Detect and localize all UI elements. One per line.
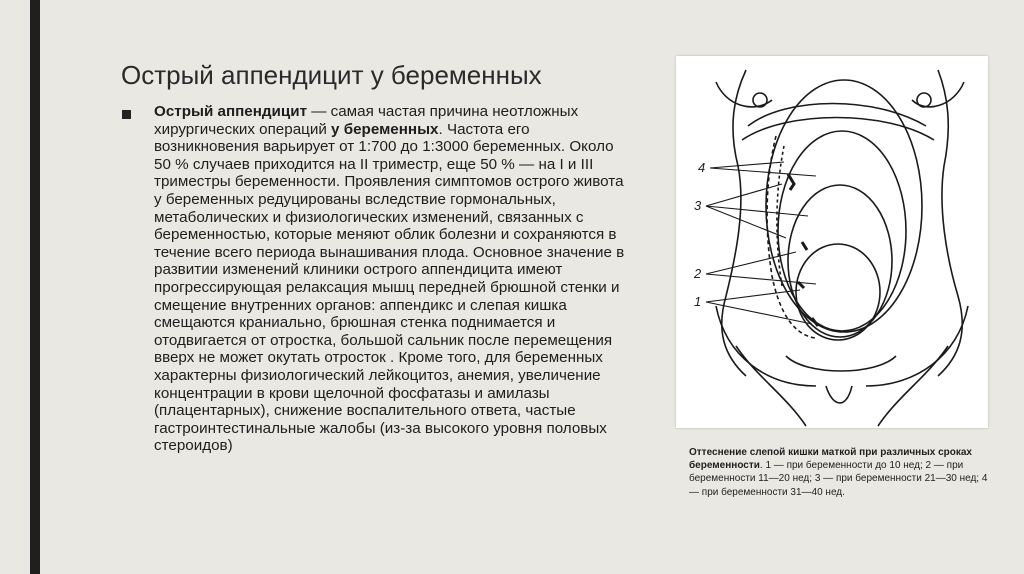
bullet-lead-bold: Острый аппендицит bbox=[154, 103, 308, 120]
anatomy-figure bbox=[676, 56, 988, 428]
bullet-square-icon bbox=[122, 110, 131, 119]
bullet-bold-phrase: у беременных bbox=[331, 120, 439, 138]
bullet-text-part2: . Частота его возникновения варьирует от 1:700 до 1:3000 беременных. Около 50 % случаев приходится на II триместр, еще 50 % — на I и III триместры беременности. Проявления симптомов острого живота у беременных редуцированы вследствие гормональных, метаболических и физиологических изменений, связанных с беременностью, которые меняют облик болезни и сохраняются в течение всего периода вынашивания плода. Основное значение в развитии изменений клиники острого аппендицита имеют прогрессирующая релаксация мышц передней брюшной стенки и смещение внутренних органов: аппендикс и слепая кишка смещаются краниально, брюшная стенка поднимается и отодвигается от отростка, большой сальник после перемещения вверх не может окутать отросток . Кроме того, для беременных характерны физиологический лейкоцитоз, анемия, увеличение концентрации в крови щелочной фосфатазы и амилазы (плацентарных), снижение воспалительного ответа, частые гастроинтестинальные жалобы (из-за высокого уровня половых стероидов) bbox=[154, 120, 625, 455]
slide-accent-bar bbox=[30, 0, 40, 574]
figure-label-4: 4 bbox=[698, 160, 706, 175]
slide-title: Острый аппендицит у беременных bbox=[121, 60, 542, 90]
anatomy-drawing bbox=[676, 56, 988, 428]
figure-label-1: 1 bbox=[694, 294, 702, 309]
bullet-paragraph bbox=[154, 103, 634, 455]
figure-label-3: 3 bbox=[694, 198, 702, 213]
caption-text: . 1 — при беременности до 10 нед; 2 — при беременности 11—20 нед; 3 — при беременности 21—30 нед; 4 — при беременности 31—40 нед. bbox=[689, 460, 988, 498]
bullet-text-part1: — самая частая причина неотложных хирургических операций bbox=[154, 103, 579, 138]
figure-label-2: 2 bbox=[694, 266, 702, 281]
caption-bold: Оттеснение слепой кишки маткой при различных сроках беременности bbox=[689, 447, 972, 472]
figure-caption bbox=[689, 446, 989, 499]
